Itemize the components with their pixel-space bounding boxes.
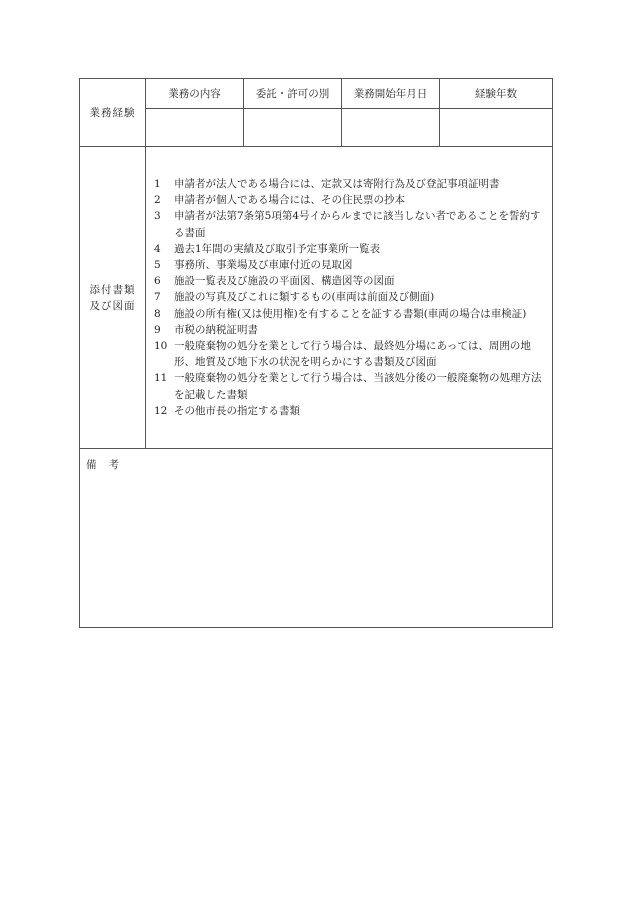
column-header-business-content: 業務の内容: [146, 79, 244, 109]
attachment-item-number: 11: [154, 372, 168, 385]
attachment-item-number: 5: [154, 258, 161, 271]
attachment-item: [154, 273, 548, 289]
attachment-item-number: 1: [154, 177, 161, 190]
attachments-label: [80, 147, 146, 449]
attachment-item-text: 申請者が法人である場合には、定款又は寄附行為及び登記事項証明書: [174, 177, 500, 190]
attachment-item-text: 過去1年間の実績及び取引予定事業所一覧表: [174, 242, 381, 255]
column-header-consignment-permit: 委託・許可の別: [244, 79, 342, 109]
experience-header-row: [80, 79, 553, 109]
experience-label: 業務経験: [80, 79, 146, 147]
attachment-item-text: 事務所、事業場及び車庫付近の見取図: [174, 258, 353, 271]
attachment-item-number: 8: [154, 307, 161, 320]
column-header-years-experience: 経験年数: [440, 79, 553, 109]
attachments-list-cell: [146, 147, 553, 449]
remarks-row: [80, 449, 553, 628]
consignment-permit-field[interactable]: [244, 109, 342, 147]
attachment-item-text: 施設の写真及びこれに類するもの(車両は前面及び側面): [174, 291, 435, 304]
attachment-item-text: 市税の納税証明書: [174, 323, 258, 336]
attachment-item-text: 申請者が法第7条第5項第4号イからルまでに該当しない者であることを誓約する書面: [174, 210, 541, 239]
attachment-item: [154, 322, 548, 338]
attachment-item: [154, 176, 548, 192]
start-date-field[interactable]: [342, 109, 440, 147]
attachment-item-text: 申請者が個人である場合には、その住民票の抄本: [174, 194, 405, 207]
business-content-field[interactable]: [146, 109, 244, 147]
attachment-item: [154, 241, 548, 257]
attachment-item-number: 9: [154, 323, 161, 336]
attachment-item-number: 7: [154, 291, 161, 304]
attachment-item-number: 6: [154, 275, 161, 288]
attachment-item-number: 3: [154, 210, 161, 223]
attachment-item-text: 施設一覧表及び施設の平面図、構造図等の図面: [174, 275, 395, 288]
attachment-item-text: 一般廃棄物の処分を業として行う場合は、最終処分場にあっては、周囲の地形、地質及び地下水の状況を明らかにする書類及び図面: [174, 340, 531, 369]
attachment-item-text: その他市長の指定する書類: [174, 404, 300, 417]
attachment-item-text: 一般廃棄物の処分を業として行う場合は、当該処分後の一般廃棄物の処理方法を記載した書類: [174, 372, 542, 401]
attachments-list: [154, 176, 548, 419]
attachment-item: [154, 257, 548, 273]
remarks-label: 備考: [86, 459, 131, 471]
attachments-label-line2: 及び図面: [89, 299, 136, 312]
attachment-item: [154, 370, 548, 402]
attachment-item-number: 2: [154, 194, 161, 207]
column-header-start-date: 業務開始年月日: [342, 79, 440, 109]
attachment-item-number: 4: [154, 242, 161, 255]
years-experience-field[interactable]: [440, 109, 553, 147]
experience-input-row: [80, 109, 553, 147]
application-form-table: [79, 78, 553, 628]
attachment-item: [154, 192, 548, 208]
attachment-item: [154, 289, 548, 305]
attachment-item-number: 10: [154, 340, 168, 352]
attachment-item: [154, 403, 548, 419]
attachment-item: [154, 208, 548, 240]
attachment-item: [154, 338, 548, 370]
attachments-row: [80, 147, 553, 449]
remarks-cell[interactable]: [80, 449, 553, 628]
attachment-item-text: 施設の所有権(又は使用権)を有することを証する書類(車両の場合は車検証): [174, 307, 527, 320]
attachment-item-number: 12: [154, 404, 168, 417]
attachments-label-line1: 添付書類: [89, 283, 136, 296]
attachment-item: [154, 306, 548, 322]
